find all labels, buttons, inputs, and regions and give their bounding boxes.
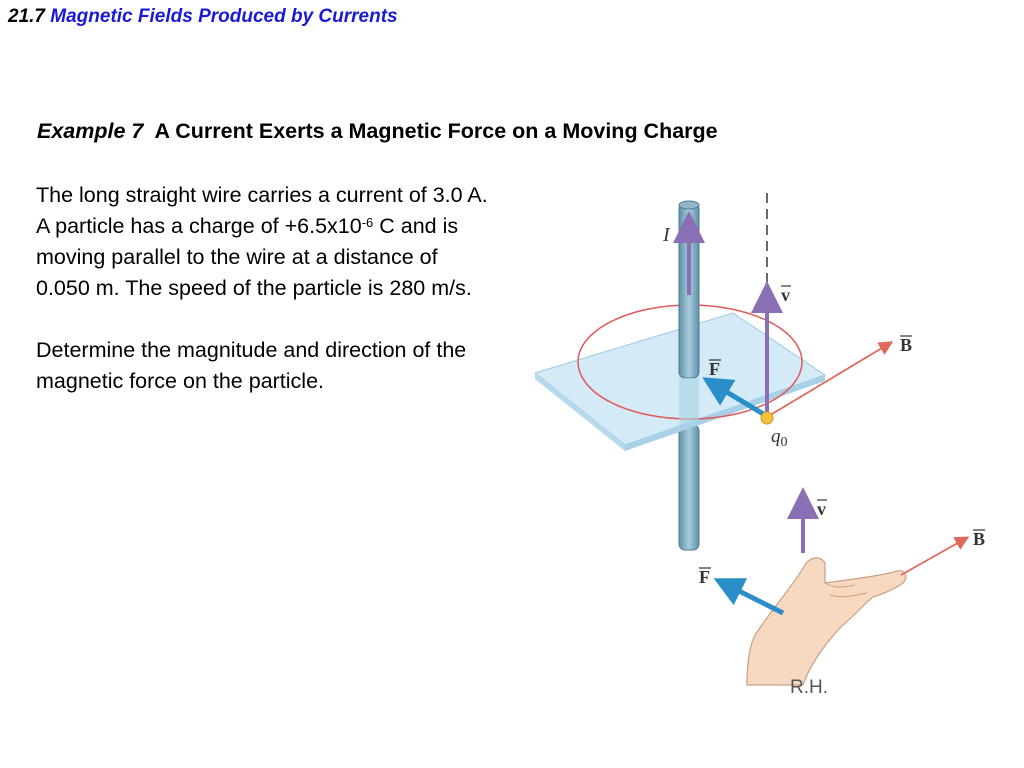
example-heading [37,119,718,144]
section-number: 21.7 [8,6,45,27]
hand-force-label: F [699,567,710,587]
charge-particle [761,412,773,424]
problem-paragraph-2: Determine the magnitude and direction of the magnetic force on the particle. [36,338,467,393]
wire-top [679,201,699,209]
force-label: F [709,359,720,379]
section-title: Magnetic Fields Produced by Currents [50,6,398,27]
wire-through-plane [679,378,699,425]
section-header [8,6,398,28]
hand-force-arrow [727,585,783,613]
problem-text-part: The long straight wire carries a current of 3.0 A. A particle has a charge of +6.5x10 [36,183,488,238]
hand-caption: R.H. [790,677,828,698]
velocity-label: v [781,285,790,305]
wire-lower [679,425,699,550]
hand-field-arrow [901,540,963,575]
example-title: A Current Exerts a Magnetic Force on a Moving Charge [154,119,718,143]
hand-velocity-label: v [817,499,826,519]
problem-text-part: C and is moving parallel to the wire at a distance of 0.050 m. The speed of the particle is 280 m/s. [36,214,472,300]
problem-paragraph-1 [36,180,496,304]
exponent: -6 [361,215,374,230]
hand-field-label: B [973,529,986,549]
field-label: B [900,335,913,355]
physics-diagram [525,185,1024,705]
problem-text [36,180,496,397]
right-hand [747,558,906,685]
charge-label: $q_0$ [771,426,788,450]
example-label: Example 7 [37,119,144,143]
current-label: I [663,224,670,246]
